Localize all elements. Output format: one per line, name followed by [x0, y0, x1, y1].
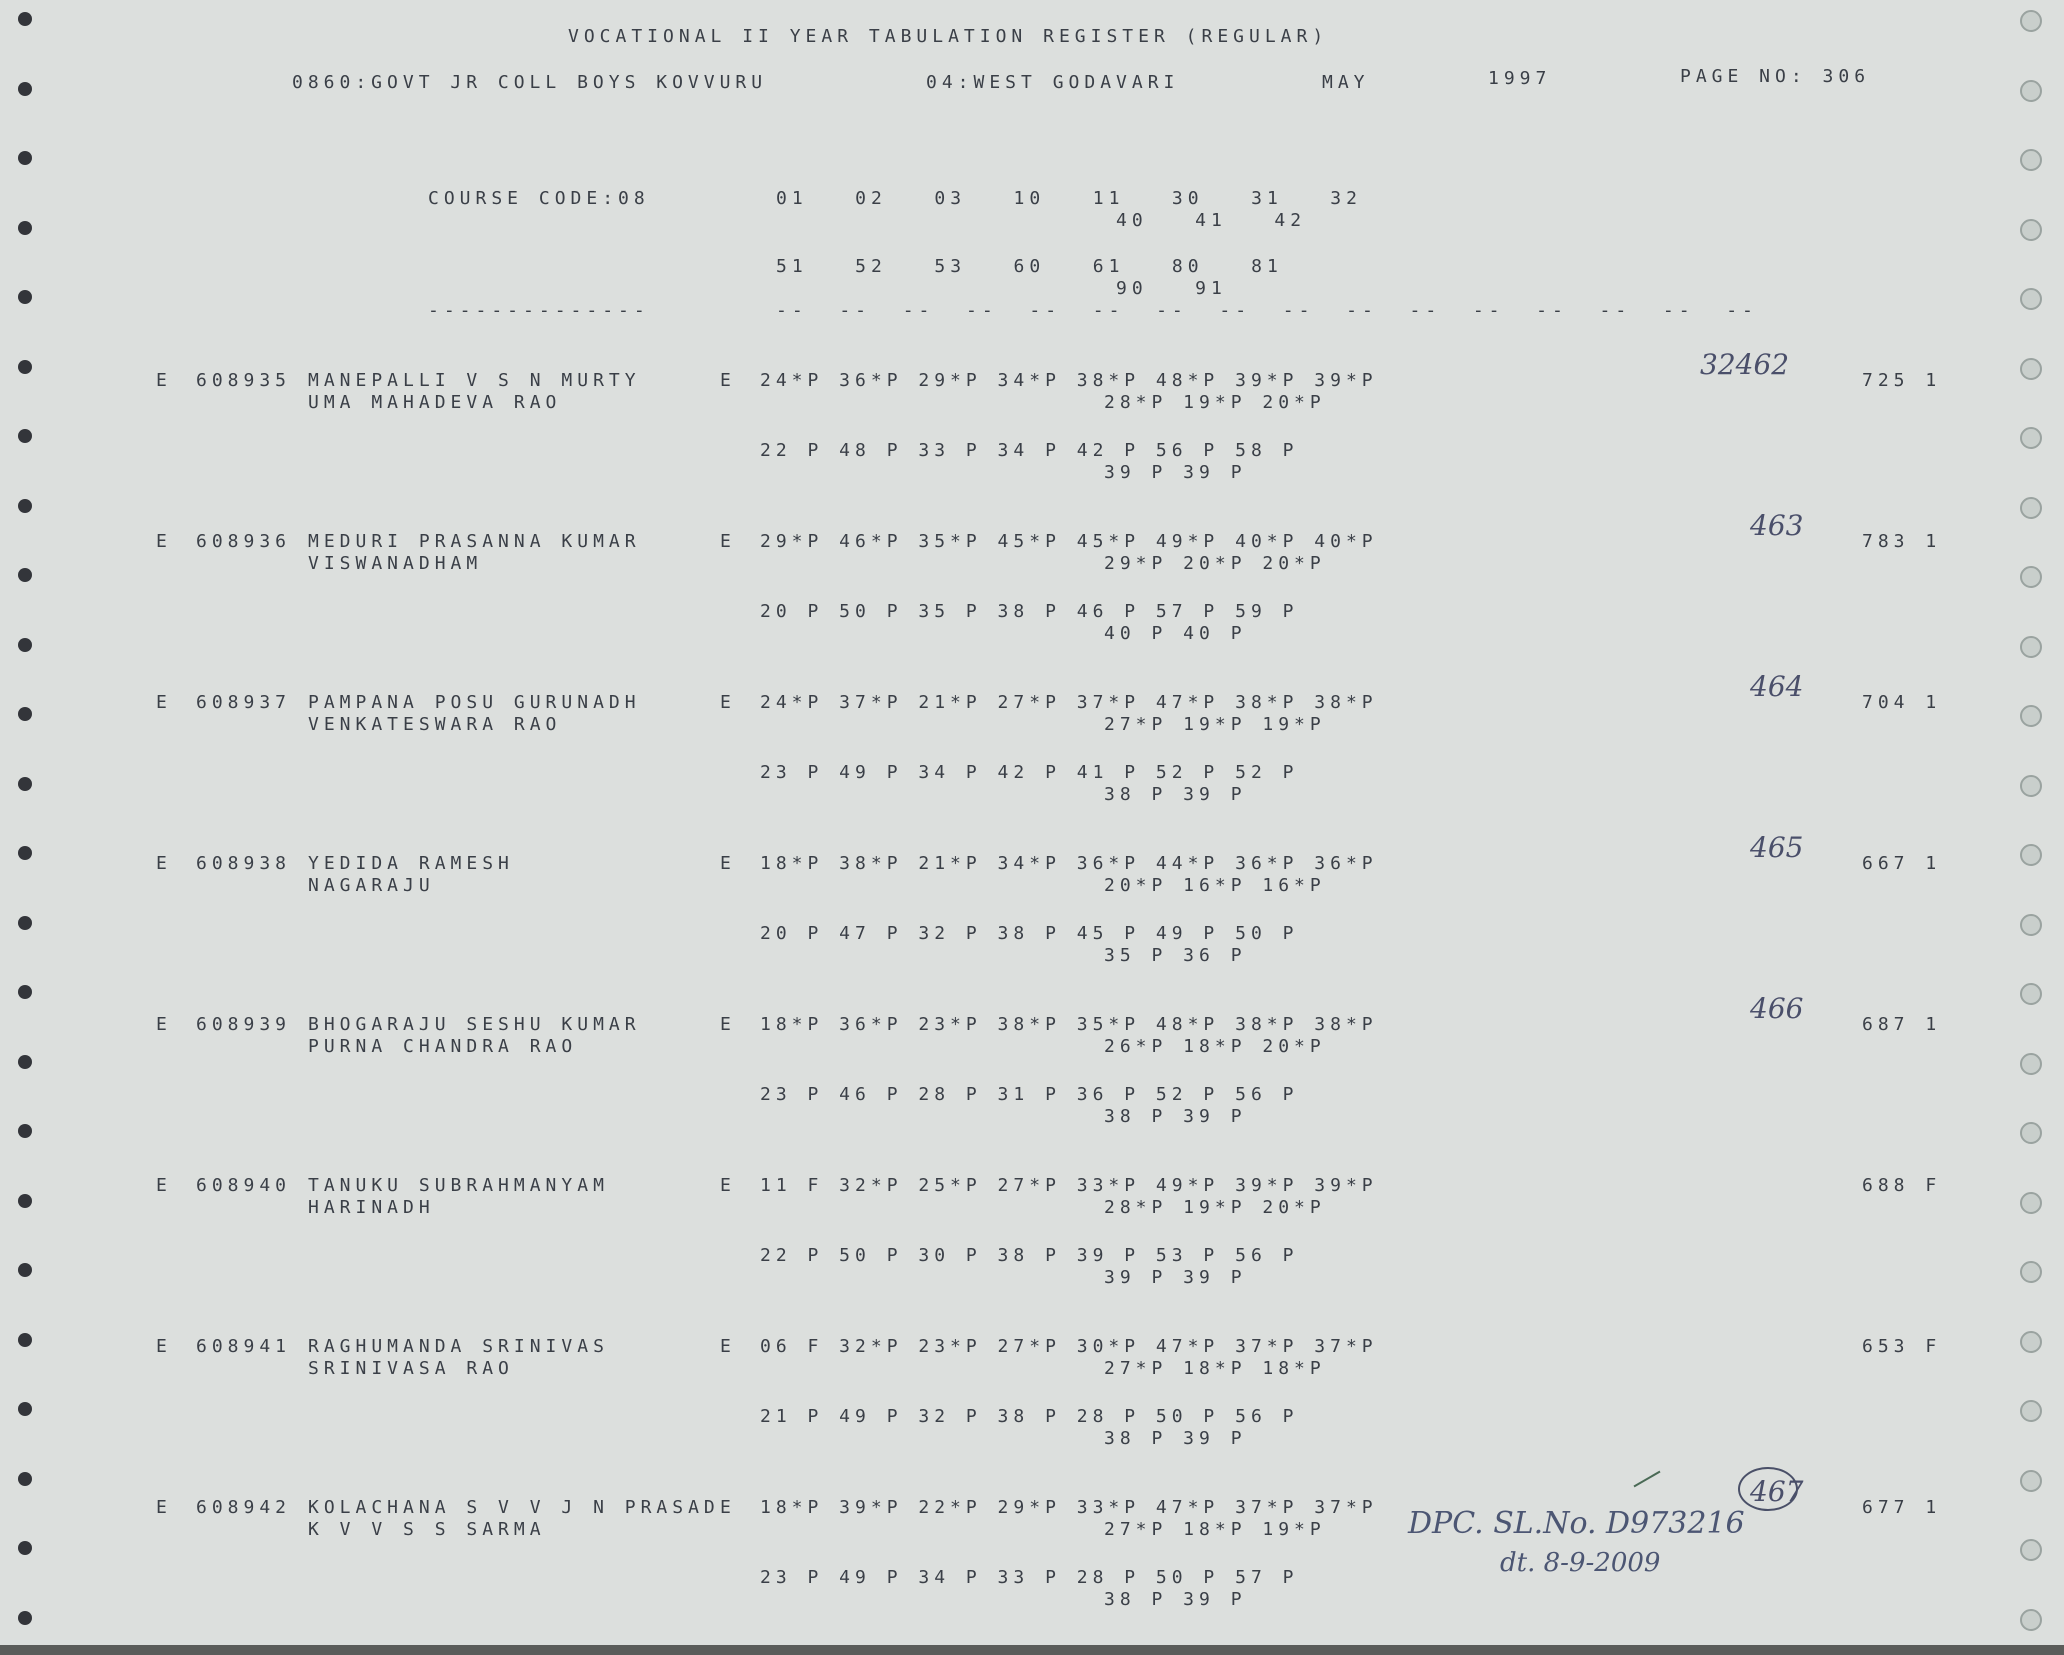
marks-row1: 29*P 46*P 35*P 45*P 45*P 49*P 40*P 40*P — [760, 531, 1378, 552]
dpc-annotation-date: dt. 8-9-2009 — [1500, 1548, 1661, 1578]
record-flag: E — [156, 1497, 172, 1518]
record-flag: E — [156, 692, 172, 713]
handwritten-serial: 467 — [1750, 1475, 1804, 1508]
roll-number: 608937 — [196, 692, 292, 713]
left-feed-hole — [18, 1263, 32, 1277]
roll-number: 608935 — [196, 370, 292, 391]
right-feed-hole — [2020, 566, 2042, 588]
marks-row1: 24*P 37*P 21*P 27*P 37*P 47*P 38*P 38*P — [760, 692, 1378, 713]
student-name: BHOGARAJU SESHU KUMAR — [308, 1014, 641, 1035]
marks-row4: 38 P 39 P — [1104, 1106, 1247, 1127]
parent-name: VENKATESWARA RAO — [308, 714, 562, 735]
marks-row2: 27*P 18*P 19*P — [1104, 1519, 1326, 1540]
left-feed-hole — [18, 916, 32, 930]
left-feed-hole — [18, 1472, 32, 1486]
parent-name: UMA MAHADEVA RAO — [308, 392, 562, 413]
student-name: MANEPALLI V S N MURTY — [308, 370, 641, 391]
right-feed-hole — [2020, 844, 2042, 866]
marks-row4: 38 P 39 P — [1104, 1589, 1247, 1610]
marks-row2: 28*P 19*P 20*P — [1104, 1197, 1326, 1218]
register-title: VOCATIONAL II YEAR TABULATION REGISTER (REGULAR) — [568, 26, 1329, 47]
total-result: 687 1 — [1862, 1014, 1942, 1035]
student-name: PAMPANA POSU GURUNADH — [308, 692, 641, 713]
left-feed-hole — [18, 1194, 32, 1208]
right-feed-hole — [2020, 1609, 2042, 1631]
marks-row3: 23 P 46 P 28 P 31 P 36 P 52 P 56 P — [760, 1084, 1299, 1105]
left-feed-hole — [18, 429, 32, 443]
handwritten-serial: 463 — [1750, 509, 1804, 542]
header-divider-left: -------------- — [428, 300, 650, 321]
left-feed-hole — [18, 1611, 32, 1625]
left-feed-hole — [18, 221, 32, 235]
marks-row3: 20 P 47 P 32 P 38 P 45 P 49 P 50 P — [760, 923, 1299, 944]
exam-type: E — [720, 1336, 736, 1357]
right-feed-hole — [2020, 358, 2042, 380]
student-name: KOLACHANA S V V J N PRASAD — [308, 1497, 720, 1518]
serial-circle — [1738, 1467, 1798, 1511]
exam-year: 1997 — [1488, 68, 1552, 89]
right-feed-hole — [2020, 1192, 2042, 1214]
page-number: PAGE NO: 306 — [1680, 66, 1871, 87]
total-result: 704 1 — [1862, 692, 1942, 713]
student-name: TANUKU SUBRAHMANYAM — [308, 1175, 609, 1196]
marks-row2: 20*P 16*P 16*P — [1104, 875, 1326, 896]
marks-row2: 26*P 18*P 20*P — [1104, 1036, 1326, 1057]
record-flag: E — [156, 1014, 172, 1035]
right-feed-hole — [2020, 775, 2042, 797]
parent-name: NAGARAJU — [308, 875, 435, 896]
dpc-annotation-serial: DPC. SL.No. D973216 — [1408, 1506, 1745, 1541]
exam-type: E — [720, 1014, 736, 1035]
record-flag: E — [156, 1336, 172, 1357]
marks-row2: 28*P 19*P 20*P — [1104, 392, 1326, 413]
marks-row3: 21 P 49 P 32 P 38 P 28 P 50 P 56 P — [760, 1406, 1299, 1427]
subject-codes-row1: 01 02 03 10 11 30 31 32 — [776, 188, 1362, 209]
right-feed-hole — [2020, 10, 2042, 32]
right-feed-hole — [2020, 149, 2042, 171]
left-feed-hole — [18, 1541, 32, 1555]
handwritten-serial: 464 — [1750, 670, 1804, 703]
student-name: RAGHUMANDA SRINIVAS — [308, 1336, 609, 1357]
total-result: 725 1 — [1862, 370, 1942, 391]
handwritten-serial: 32462 — [1700, 348, 1790, 381]
right-feed-hole — [2020, 1053, 2042, 1075]
marks-row1: 18*P 36*P 23*P 38*P 35*P 48*P 38*P 38*P — [760, 1014, 1378, 1035]
marks-row4: 38 P 39 P — [1104, 784, 1247, 805]
subject-codes-row3: 51 52 53 60 61 80 81 — [776, 256, 1283, 277]
left-feed-hole — [18, 82, 32, 96]
total-result: 677 1 — [1862, 1497, 1942, 1518]
marks-row4: 35 P 36 P — [1104, 945, 1247, 966]
marks-row3: 22 P 48 P 33 P 34 P 42 P 56 P 58 P — [760, 440, 1299, 461]
subject-codes-row4: 90 91 — [1116, 278, 1227, 299]
marks-row4: 40 P 40 P — [1104, 623, 1247, 644]
right-feed-hole — [2020, 1539, 2042, 1561]
marks-row4: 39 P 39 P — [1104, 462, 1247, 483]
left-feed-hole — [18, 12, 32, 26]
marks-row2: 27*P 19*P 19*P — [1104, 714, 1326, 735]
left-feed-hole — [18, 707, 32, 721]
college-code: 0860:GOVT JR COLL BOYS KOVVURU — [292, 72, 768, 93]
exam-type: E — [720, 853, 736, 874]
record-flag: E — [156, 370, 172, 391]
left-feed-hole — [18, 1402, 32, 1416]
exam-type: E — [720, 531, 736, 552]
right-feed-hole — [2020, 1400, 2042, 1422]
roll-number: 608941 — [196, 1336, 292, 1357]
right-feed-hole — [2020, 1331, 2042, 1353]
record-flag: E — [156, 531, 172, 552]
marks-row2: 27*P 18*P 18*P — [1104, 1358, 1326, 1379]
student-name: MEDURI PRASANNA KUMAR — [308, 531, 641, 552]
marks-row1: 24*P 36*P 29*P 34*P 38*P 48*P 39*P 39*P — [760, 370, 1378, 391]
total-result: 783 1 — [1862, 531, 1942, 552]
subject-codes-row2: 40 41 42 — [1116, 210, 1307, 231]
right-feed-hole — [2020, 288, 2042, 310]
marks-row1: 18*P 39*P 22*P 29*P 33*P 47*P 37*P 37*P — [760, 1497, 1378, 1518]
right-feed-hole — [2020, 80, 2042, 102]
left-feed-hole — [18, 1124, 32, 1138]
right-feed-hole — [2020, 1470, 2042, 1492]
header-divider-right: -- -- -- -- -- -- -- -- -- -- -- -- -- -- -- -- — [776, 300, 1758, 321]
marks-row2: 29*P 20*P 20*P — [1104, 553, 1326, 574]
right-feed-hole — [2020, 497, 2042, 519]
marks-row3: 23 P 49 P 34 P 42 P 41 P 52 P 52 P — [760, 762, 1299, 783]
roll-number: 608942 — [196, 1497, 292, 1518]
left-feed-hole — [18, 290, 32, 304]
record-flag: E — [156, 1175, 172, 1196]
left-feed-hole — [18, 499, 32, 513]
marks-row3: 20 P 50 P 35 P 38 P 46 P 57 P 59 P — [760, 601, 1299, 622]
marks-row3: 22 P 50 P 30 P 38 P 39 P 53 P 56 P — [760, 1245, 1299, 1266]
right-feed-hole — [2020, 1122, 2042, 1144]
right-feed-hole — [2020, 705, 2042, 727]
marks-row3: 23 P 49 P 34 P 33 P 28 P 50 P 57 P — [760, 1567, 1299, 1588]
left-feed-hole — [18, 777, 32, 791]
parent-name: PURNA CHANDRA RAO — [308, 1036, 578, 1057]
exam-type: E — [720, 1497, 736, 1518]
total-result: 688 F — [1862, 1175, 1942, 1196]
right-feed-hole — [2020, 983, 2042, 1005]
roll-number: 608940 — [196, 1175, 292, 1196]
parent-name: SRINIVASA RAO — [308, 1358, 514, 1379]
right-feed-hole — [2020, 427, 2042, 449]
right-feed-hole — [2020, 914, 2042, 936]
roll-number: 608938 — [196, 853, 292, 874]
left-feed-hole — [18, 638, 32, 652]
marks-row1: 18*P 38*P 21*P 34*P 36*P 44*P 36*P 36*P — [760, 853, 1378, 874]
marks-row4: 39 P 39 P — [1104, 1267, 1247, 1288]
district-code: 04:WEST GODAVARI — [926, 72, 1180, 93]
exam-type: E — [720, 1175, 736, 1196]
left-feed-hole — [18, 568, 32, 582]
sheet-bottom-edge — [0, 1645, 2064, 1655]
exam-month: MAY — [1322, 72, 1370, 93]
right-feed-hole — [2020, 219, 2042, 241]
roll-number: 608939 — [196, 1014, 292, 1035]
left-feed-hole — [18, 360, 32, 374]
exam-type: E — [720, 692, 736, 713]
left-feed-hole — [18, 1333, 32, 1347]
marks-row1: 11 F 32*P 25*P 27*P 33*P 49*P 39*P 39*P — [760, 1175, 1378, 1196]
left-feed-hole — [18, 846, 32, 860]
left-feed-hole — [18, 151, 32, 165]
left-feed-hole — [18, 1055, 32, 1069]
left-feed-hole — [18, 985, 32, 999]
right-feed-hole — [2020, 636, 2042, 658]
course-code: COURSE CODE:08 — [428, 188, 650, 209]
total-result: 653 F — [1862, 1336, 1942, 1357]
marks-row4: 38 P 39 P — [1104, 1428, 1247, 1449]
record-flag: E — [156, 853, 172, 874]
total-result: 667 1 — [1862, 853, 1942, 874]
right-feed-hole — [2020, 1261, 2042, 1283]
student-name: YEDIDA RAMESH — [308, 853, 514, 874]
parent-name: K V V S S SARMA — [308, 1519, 546, 1540]
exam-type: E — [720, 370, 736, 391]
parent-name: HARINADH — [308, 1197, 435, 1218]
handwritten-serial: 466 — [1750, 992, 1804, 1025]
roll-number: 608936 — [196, 531, 292, 552]
parent-name: VISWANADHAM — [308, 553, 483, 574]
handwritten-serial: 465 — [1750, 831, 1804, 864]
marks-row1: 06 F 32*P 23*P 27*P 30*P 47*P 37*P 37*P — [760, 1336, 1378, 1357]
